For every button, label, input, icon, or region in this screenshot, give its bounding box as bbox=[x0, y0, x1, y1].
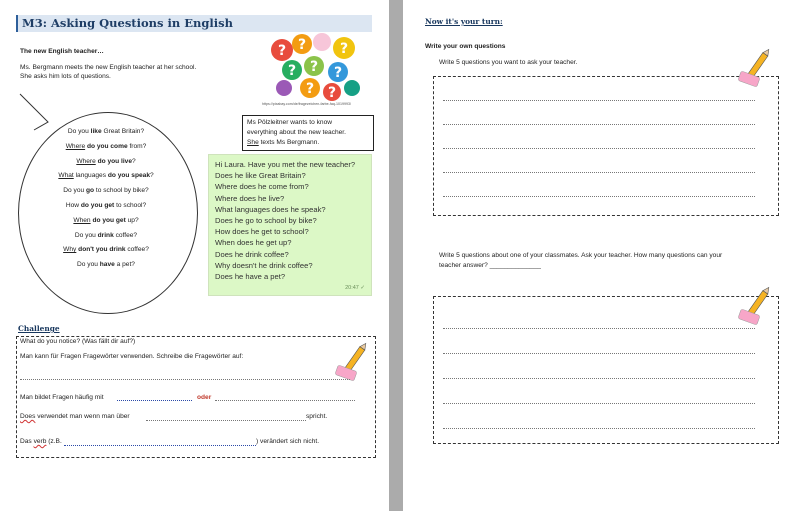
bubble-question: Why don't you drink coffee? bbox=[63, 246, 149, 254]
bubble-question: What languages do you speak? bbox=[58, 172, 154, 180]
page-title: M3: Asking Questions in English bbox=[22, 16, 233, 30]
bubble-question: Do you like Great Britain? bbox=[67, 128, 145, 135]
answer-line[interactable] bbox=[443, 403, 755, 404]
challenge-line-3-text: Man bildet Fragen häufig mit bbox=[20, 394, 104, 401]
challenge-line-4: Does verwendet man wenn man über bbox=[20, 413, 130, 420]
bubble-question: When do you get up? bbox=[73, 216, 139, 224]
answer-line[interactable] bbox=[443, 148, 755, 149]
intro-line-1: Ms. Bergmann meets the new English teacher at her school. bbox=[20, 64, 197, 71]
svg-text:?: ? bbox=[333, 65, 343, 81]
challenge-line-3-oder: oder bbox=[197, 394, 212, 401]
svg-text:?: ? bbox=[305, 81, 315, 97]
chat-line: Does he drink coffee? bbox=[215, 249, 289, 259]
bubble-question: Where do you come from? bbox=[65, 142, 147, 150]
challenge-line-4-end: spricht. bbox=[306, 413, 328, 420]
chat-line: Does he have a pet? bbox=[215, 272, 286, 281]
answer-blank-3a[interactable] bbox=[117, 398, 192, 401]
task-2-line-1: Write 5 questions about one of your classmates. Ask your teacher. How many questions can your bbox=[439, 252, 723, 259]
bubble-question: How do you get to school? bbox=[65, 202, 147, 209]
svg-text:?: ? bbox=[327, 85, 337, 101]
chat-line: Why doesn't he drink coffee? bbox=[215, 260, 313, 270]
chat-line: Does he go to school by bike? bbox=[215, 216, 317, 225]
task-1: Write 5 questions you want to ask your teacher. bbox=[439, 59, 578, 66]
chat-time: 20:47 ✓ bbox=[345, 285, 365, 292]
answer-box-2 bbox=[433, 296, 779, 444]
answer-line[interactable] bbox=[443, 124, 755, 125]
chat-line: Hi Laura. Have you met the new teacher? bbox=[215, 160, 356, 169]
answer-line[interactable] bbox=[443, 378, 755, 379]
answer-box-1 bbox=[433, 76, 779, 216]
bubble-question: Do you drink coffee? bbox=[74, 231, 138, 239]
answer-line[interactable] bbox=[443, 353, 755, 354]
right-page bbox=[403, 0, 792, 511]
answer-line-1[interactable] bbox=[20, 379, 350, 380]
image-caption: https://pixabay.com/de/fragezeichen-farbe-faq-1019993/ bbox=[262, 102, 352, 106]
note-line-3: She texts Ms Bergmann. bbox=[247, 139, 320, 146]
answer-line[interactable] bbox=[443, 196, 755, 197]
chat-line: Does he like Great Britain? bbox=[215, 171, 306, 181]
svg-text:?: ? bbox=[277, 43, 287, 59]
answer-blank-5[interactable] bbox=[64, 443, 256, 446]
svg-text:?: ? bbox=[297, 37, 307, 53]
left-page bbox=[0, 0, 389, 511]
svg-text:?: ? bbox=[339, 41, 349, 57]
svg-text:?: ? bbox=[287, 63, 297, 79]
question-marks-image bbox=[262, 30, 362, 106]
note-line-1: Ms Pölzleitner wants to know bbox=[247, 119, 333, 126]
answer-line[interactable] bbox=[443, 100, 755, 101]
bubble-tail bbox=[18, 92, 58, 132]
challenge-line-5: Das verb (z.B. bbox=[20, 438, 62, 445]
answer-line[interactable] bbox=[443, 428, 755, 429]
right-heading: Now it's your turn: bbox=[425, 17, 503, 26]
bubble-question: Where do you live? bbox=[76, 157, 136, 165]
answer-blank-3b[interactable] bbox=[215, 400, 355, 401]
bubble-question: Do you go to school by bike? bbox=[63, 187, 149, 195]
note-box bbox=[242, 115, 374, 151]
chat-message bbox=[208, 154, 372, 296]
pencil-eraser-icon-3 bbox=[737, 282, 777, 330]
challenge-heading: Challenge bbox=[18, 324, 60, 333]
chat-line: When does he get up? bbox=[215, 238, 292, 248]
challenge-line-2: Man kann für Fragen Fragewörter verwenden. Schreibe die Fragewörter auf: bbox=[20, 353, 244, 360]
challenge-question: What do you notice? (Was fällt dir auf?) bbox=[20, 338, 136, 345]
chat-line: Where does he come from? bbox=[215, 182, 309, 192]
answer-blank-4[interactable] bbox=[146, 420, 306, 421]
bubble-question: Do you have a pet? bbox=[77, 261, 135, 269]
challenge-line-5-end: ) verändert sich nicht. bbox=[256, 438, 320, 445]
chat-line: How does he get to school? bbox=[215, 227, 309, 237]
note-line-2: everything about the new teacher. bbox=[247, 129, 346, 136]
answer-line[interactable] bbox=[443, 172, 755, 173]
right-subheading: Write your own questions bbox=[425, 43, 506, 50]
pencil-eraser-icon-2 bbox=[737, 44, 777, 92]
svg-text:?: ? bbox=[309, 59, 319, 75]
task-2-line-2: teacher answer? ______________ bbox=[439, 262, 541, 269]
chat-line: Where does he live? bbox=[215, 193, 285, 203]
intro-line-2: She asks him lots of questions. bbox=[20, 73, 111, 80]
answer-line[interactable] bbox=[443, 328, 755, 329]
intro-heading: The new English teacher… bbox=[20, 48, 104, 55]
chat-line: What languages does he speak? bbox=[215, 204, 326, 214]
